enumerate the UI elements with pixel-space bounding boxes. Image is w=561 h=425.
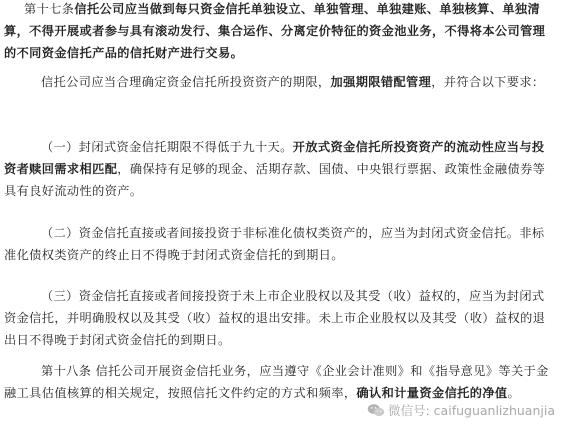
article-18-paragraph [4, 360, 554, 404]
watermark-text: 微信号: caifuguanlizhuanjia [388, 403, 555, 418]
text-segment: ，确保持有足够的现金、活期存款、国债、中央银行票据、政策性金融债券等具有良好流动性的资产。 [4, 162, 546, 198]
bold-text-segment: 确认和计量资金信托的净值 [356, 386, 508, 400]
wechat-icon [367, 403, 385, 418]
text-segment: ，并符合以下要求： [431, 75, 545, 89]
text-segment: 第十八条 信托公司开展资金信托业务，应当遵守《企业会计准则》和《指导意见》等关于金融工具估值核算的相关规定，按照信托文件约定的方式和频率， [4, 364, 549, 400]
bold-text-segment: 加强期限错配管理 [330, 75, 432, 89]
maturity-requirement-paragraph [4, 71, 554, 93]
bold-text-segment: 开放式资金信托所投资资产的流动性应当与投资者赎回需求相匹配 [4, 140, 545, 176]
text-segment: 第十七条 [24, 2, 75, 16]
text-segment: （一）封闭式资金信托期限不得低于九十天。 [41, 140, 293, 154]
text-segment: 信托公司应当合理确定资金信托所投资资产的期限， [41, 75, 331, 89]
text-segment: 。 [507, 386, 521, 400]
item-2-paragraph [4, 222, 554, 266]
article-17-paragraph [4, 0, 554, 64]
text-segment: （三）资金信托直接或者间接投资于未上市企业股权以及其受（收）益权的，应当为封闭式资金信托，并明确股权以及其受（收）益权的退出安排。未上市企业股权以及其受（收）益权的退出日不得晚于封闭式资金信托的到期日。 [4, 289, 546, 347]
text-segment: （二）资金信托直接或者间接投资于非标准化债权类资产的，应当为封闭式资金信托。非标准化债权类资产的终止日不得晚于封闭式资金信托的到期日。 [4, 226, 545, 262]
bold-text-segment: 信托公司应当做到每只资金信托单独设立、单独管理、单独建账、单独核算、单独清算，不得开展或者参与具有滚动发行、集合运作、分离定价特征的资金池业务，不得将本公司管理的不同资金信托产品的信托财产进行交易。 [4, 2, 546, 60]
item-3-paragraph [4, 285, 554, 351]
wechat-watermark [367, 401, 555, 419]
item-1-paragraph [4, 136, 554, 202]
